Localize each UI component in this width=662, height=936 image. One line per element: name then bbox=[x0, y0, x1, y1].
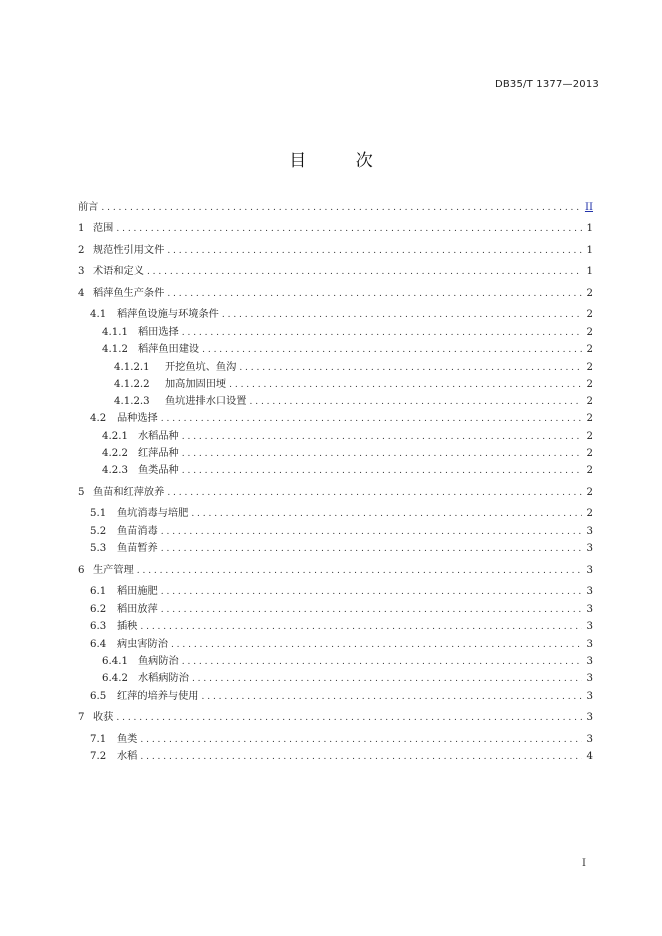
toc-entry[interactable] bbox=[102, 343, 593, 357]
toc-entry-number: 4.1.2.1 bbox=[114, 362, 150, 373]
toc-leader-dots bbox=[191, 507, 582, 521]
toc-entry-page: 1 bbox=[586, 266, 593, 277]
page-number: I bbox=[582, 858, 586, 869]
toc-entry[interactable] bbox=[90, 507, 593, 521]
toc-entry-page: 2 bbox=[586, 465, 593, 476]
toc-entry-page: 2 bbox=[586, 448, 593, 459]
toc-entry-page[interactable]: II bbox=[584, 202, 593, 213]
toc-entry[interactable] bbox=[90, 412, 593, 426]
toc-entry-number: 4.2.2 bbox=[102, 448, 128, 459]
toc-entry[interactable] bbox=[78, 222, 593, 236]
toc-entry-page: 2 bbox=[586, 487, 593, 498]
toc-entry[interactable] bbox=[90, 308, 593, 322]
toc-entry[interactable] bbox=[102, 430, 593, 444]
toc-entry-number: 2 bbox=[78, 245, 85, 256]
toc-leader-dots bbox=[140, 620, 582, 634]
toc-entry-page: 3 bbox=[586, 656, 593, 667]
toc-entry-label: 加高加固田埂 bbox=[165, 379, 227, 390]
toc-entry-label: 稻萍鱼生产条件 bbox=[93, 288, 165, 299]
toc-entry-label: 鱼病防治 bbox=[138, 656, 179, 667]
toc-entry-label: 稻萍鱼田建设 bbox=[138, 344, 200, 355]
toc-leader-dots bbox=[167, 287, 582, 301]
toc-entry-number: 6 bbox=[78, 565, 85, 576]
toc-entry[interactable] bbox=[78, 201, 593, 215]
toc-entry-page: 2 bbox=[586, 508, 593, 519]
toc-entry[interactable] bbox=[90, 733, 593, 747]
toc-entry-label: 鱼类 bbox=[117, 734, 138, 745]
toc-entry-page: 2 bbox=[586, 379, 593, 390]
toc-entry-label: 规范性引用文件 bbox=[93, 245, 165, 256]
toc-entry[interactable] bbox=[90, 638, 593, 652]
toc-entry-number: 6.1 bbox=[90, 586, 107, 597]
toc-entry-number: 5 bbox=[78, 487, 85, 498]
toc-entry[interactable] bbox=[90, 690, 593, 704]
toc-entry-label: 稻田选择 bbox=[138, 327, 179, 338]
toc-leader-dots bbox=[202, 343, 582, 357]
toc-leader-dots bbox=[182, 447, 582, 461]
toc-entry-label: 稻萍鱼设施与环境条件 bbox=[117, 309, 219, 320]
toc-leader-dots bbox=[202, 690, 583, 704]
toc-entry-page: 2 bbox=[586, 309, 593, 320]
toc-entry-number: 4.2.1 bbox=[102, 431, 128, 442]
toc-leader-dots bbox=[182, 655, 582, 669]
toc-entry-number: 3 bbox=[78, 266, 85, 277]
toc-entry-page: 2 bbox=[586, 362, 593, 373]
toc-entry-page: 3 bbox=[586, 621, 593, 632]
toc-leader-dots bbox=[182, 464, 582, 478]
toc-leader-dots bbox=[161, 525, 582, 539]
toc-leader-dots bbox=[229, 378, 582, 392]
toc-entry-number: 6.5 bbox=[90, 691, 107, 702]
toc-entry[interactable] bbox=[114, 395, 593, 409]
toc-leader-dots bbox=[182, 430, 582, 444]
toc-entry-number: 6.3 bbox=[90, 621, 107, 632]
toc-leader-dots bbox=[137, 564, 582, 578]
toc-entry-label: 鱼类品种 bbox=[138, 465, 179, 476]
toc-entry-number: 5.2 bbox=[90, 526, 107, 537]
toc-entry-number: 6.2 bbox=[90, 604, 107, 615]
toc-leader-dots bbox=[101, 201, 582, 215]
toc-entry-page: 3 bbox=[586, 526, 593, 537]
toc-entry-page: 2 bbox=[586, 431, 593, 442]
toc-entry-page: 3 bbox=[586, 604, 593, 615]
toc-entry-page: 3 bbox=[586, 586, 593, 597]
toc-entry-number: 1 bbox=[78, 223, 85, 234]
toc-leader-dots bbox=[222, 308, 582, 322]
toc-entry-label: 品种选择 bbox=[117, 413, 158, 424]
toc-entry-number: 4.1 bbox=[90, 309, 107, 320]
toc-entry[interactable] bbox=[102, 464, 593, 478]
toc-leader-dots bbox=[161, 603, 582, 617]
toc-entry-label: 鱼苗消毒 bbox=[117, 526, 158, 537]
toc-entry-page: 2 bbox=[586, 413, 593, 424]
doc-code: DB35/T 1377—2013 bbox=[494, 79, 599, 90]
toc-entry-number: 5.1 bbox=[90, 508, 107, 519]
toc-entry-number: 4.1.2.2 bbox=[114, 379, 150, 390]
toc-entry-label: 水稻品种 bbox=[138, 431, 179, 442]
toc-entry-label: 开挖鱼坑、鱼沟 bbox=[165, 362, 237, 373]
toc-leader-dots bbox=[147, 265, 582, 279]
toc-entry-page: 3 bbox=[586, 673, 593, 684]
toc-entry[interactable] bbox=[102, 655, 593, 669]
toc-entry-label: 红萍的培养与使用 bbox=[117, 691, 199, 702]
toc-entry-label: 鱼苗暂养 bbox=[117, 543, 158, 554]
toc-entry-number: 4.1.2 bbox=[102, 344, 128, 355]
toc-entry-number: 6.4.1 bbox=[102, 656, 128, 667]
toc-entry-number: 4.1.1 bbox=[102, 327, 128, 338]
toc-entry-label: 收获 bbox=[93, 712, 114, 723]
toc-leader-dots bbox=[140, 733, 582, 747]
toc-leader-dots bbox=[161, 585, 582, 599]
toc-entry-label: 鱼苗和红萍放养 bbox=[93, 487, 165, 498]
toc-entry-number: 7.2 bbox=[90, 751, 107, 762]
toc-entry[interactable] bbox=[102, 672, 593, 686]
toc-entry-label: 水稻病防治 bbox=[138, 673, 189, 684]
toc-leader-dots bbox=[116, 711, 582, 725]
toc-entry-page: 2 bbox=[586, 288, 593, 299]
toc-entry-number: 7 bbox=[78, 712, 85, 723]
page-title: 目 次 bbox=[289, 151, 395, 171]
toc-entry[interactable] bbox=[90, 750, 593, 764]
toc-entry-number: 4.2 bbox=[90, 413, 107, 424]
toc-entry[interactable] bbox=[78, 287, 593, 301]
toc-entry-label: 病虫害防治 bbox=[117, 639, 168, 650]
toc-entry[interactable] bbox=[102, 326, 593, 340]
toc-entry[interactable] bbox=[78, 486, 593, 500]
toc-entry-number: 4.2.3 bbox=[102, 465, 128, 476]
toc-leader-dots bbox=[161, 542, 582, 556]
toc-entry-label: 稻田施肥 bbox=[117, 586, 158, 597]
toc-entry-label: 鱼坑消毒与培肥 bbox=[117, 508, 189, 519]
toc-leader-dots bbox=[140, 750, 582, 764]
toc-entry-page: 2 bbox=[586, 327, 593, 338]
toc-entry-number: 5.3 bbox=[90, 543, 107, 554]
toc-leader-dots bbox=[239, 361, 582, 375]
toc-entry[interactable] bbox=[102, 447, 593, 461]
toc-entry-label: 鱼坑进排水口设置 bbox=[165, 396, 247, 407]
toc-entry-number: 4.1.2.3 bbox=[114, 396, 150, 407]
toc-entry-number: 4 bbox=[78, 288, 85, 299]
toc-entry[interactable] bbox=[78, 564, 593, 578]
toc-entry-page: 3 bbox=[586, 712, 593, 723]
toc-entry-label: 生产管理 bbox=[93, 565, 134, 576]
toc-entry-page: 4 bbox=[586, 751, 593, 762]
toc-entry-page: 1 bbox=[586, 223, 593, 234]
toc-entry-number: 6.4 bbox=[90, 639, 107, 650]
toc-entry-label: 水稻 bbox=[117, 751, 138, 762]
toc-entry[interactable] bbox=[114, 378, 593, 392]
toc-leader-dots bbox=[167, 486, 582, 500]
toc-entry-label: 术语和定义 bbox=[93, 266, 144, 277]
toc-entry[interactable] bbox=[90, 620, 593, 634]
toc-leader-dots bbox=[171, 638, 582, 652]
toc-entry-label: 前言 bbox=[78, 202, 99, 213]
toc-entry-label: 稻田放萍 bbox=[117, 604, 158, 615]
toc-entry-page: 1 bbox=[586, 245, 593, 256]
toc-entry-page: 3 bbox=[586, 691, 593, 702]
toc-entry-number: 6.4.2 bbox=[102, 673, 128, 684]
toc-leader-dots bbox=[182, 326, 582, 340]
toc-entry[interactable] bbox=[90, 585, 593, 599]
toc-leader-dots bbox=[167, 244, 582, 258]
toc-entry[interactable] bbox=[90, 542, 593, 556]
toc-entry[interactable] bbox=[78, 265, 593, 279]
toc-entry-label: 插秧 bbox=[117, 621, 138, 632]
toc-entry-number: 7.1 bbox=[90, 734, 107, 745]
toc-entry[interactable] bbox=[90, 603, 593, 617]
toc-entry[interactable] bbox=[90, 525, 593, 539]
toc-leader-dots bbox=[250, 395, 583, 409]
toc-entry[interactable] bbox=[78, 244, 593, 258]
toc-entry[interactable] bbox=[114, 361, 593, 375]
toc-entry-page: 2 bbox=[586, 396, 593, 407]
toc-entry-page: 2 bbox=[586, 344, 593, 355]
toc-entry-label: 红萍品种 bbox=[138, 448, 179, 459]
toc-entry-page: 3 bbox=[586, 639, 593, 650]
toc-leader-dots bbox=[192, 672, 582, 686]
toc-leader-dots bbox=[161, 412, 582, 426]
toc-entry-label: 范围 bbox=[93, 223, 114, 234]
toc-entry-page: 3 bbox=[586, 734, 593, 745]
toc-entry[interactable] bbox=[78, 711, 593, 725]
toc-leader-dots bbox=[116, 222, 582, 236]
toc-entry-page: 3 bbox=[586, 543, 593, 554]
toc-entry-page: 3 bbox=[586, 565, 593, 576]
